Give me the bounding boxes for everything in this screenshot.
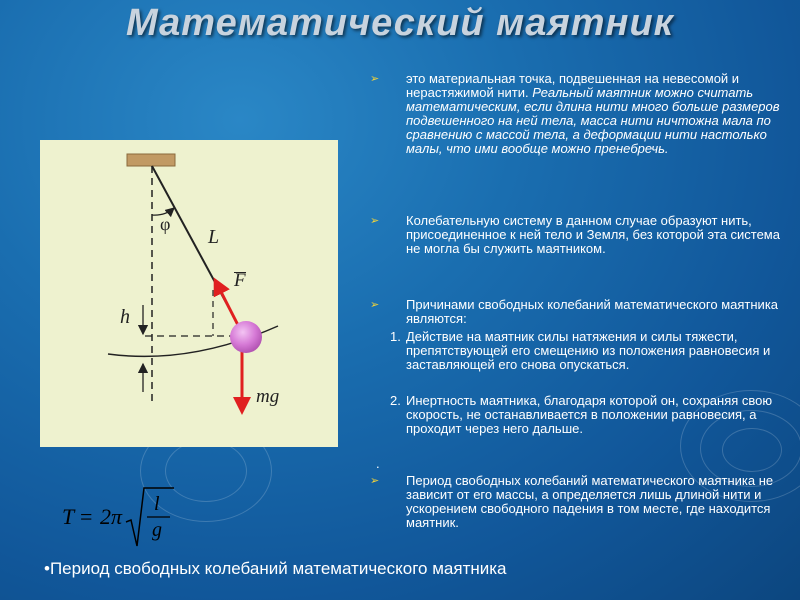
formula-graphic [62,484,182,550]
bullet-arrow-icon: ➢ [370,215,380,227]
cause-number: 1. [390,329,401,344]
label-height: h [120,306,130,328]
stray-dot: . [376,456,380,471]
cause-text: Действие на маятник силы натяжения и силы тяжести, препятствующей его смещению из положения равновесия и заставляющей его снова опускаться. [406,329,771,372]
formula-equals: = [80,504,93,529]
bullet-system [370,214,780,256]
label-force: F [234,270,246,291]
period-text: Период свободных колебаний математического маятника не зависит от его массы, а определяется лишь длиной нити и ускорением свободного падения в том месте, где находится маятник. [406,473,774,530]
bullet-period [370,474,780,530]
bullet-arrow-icon: ➢ [370,299,380,311]
definition-italic-text: Реальный маятник можно считать математическим, если длина нити много больше размеров подвешенного на ней тела, масса нити ничтожна мала по сравнению с массой тела, а деформации нити настолько малы, что ими вообще можно пренебречь. [406,85,780,156]
cause-item-2 [390,394,785,436]
pendulum-ball [230,321,262,353]
system-text: Колебательную систему в данном случае образуют нить, присоединенное к ней тело и Земля, без которой эта система не могла бы служить маятником. [406,213,780,256]
definition-text: это материальная точка, подвешенная на невесомой и нерастяжимой нити. [406,71,740,100]
footer-caption: •Период свободных колебаний математического маятника [44,559,507,578]
formula-g: g [152,519,162,541]
cause-item-1 [390,330,785,372]
formula-two-pi: 2π [100,504,123,529]
formula-l: l [154,493,160,515]
bullet-definition [370,72,780,156]
cause-text: Инертность маятника, благодаря которой он, сохраняя свою скорость, не останавливается в положении равновесия, а проходит через него дальше. [406,393,773,436]
bullet-arrow-icon: ➢ [370,73,380,85]
formula-T: T [62,504,75,529]
label-gravity: mg [256,386,280,407]
causes-text: Причинами свободных колебаний математического маятника являются: [406,297,779,326]
label-phi: φ [160,214,171,234]
cause-number: 2. [390,393,401,408]
ceiling-mount [127,154,175,166]
label-length: L [208,226,220,248]
period-formula [62,484,182,550]
bullet-arrow-icon: ➢ [370,475,380,487]
pendulum-diagram [40,140,338,447]
bullet-causes [370,298,780,326]
slide-title: Математический маятник [126,2,674,44]
pendulum-figure [40,140,338,447]
